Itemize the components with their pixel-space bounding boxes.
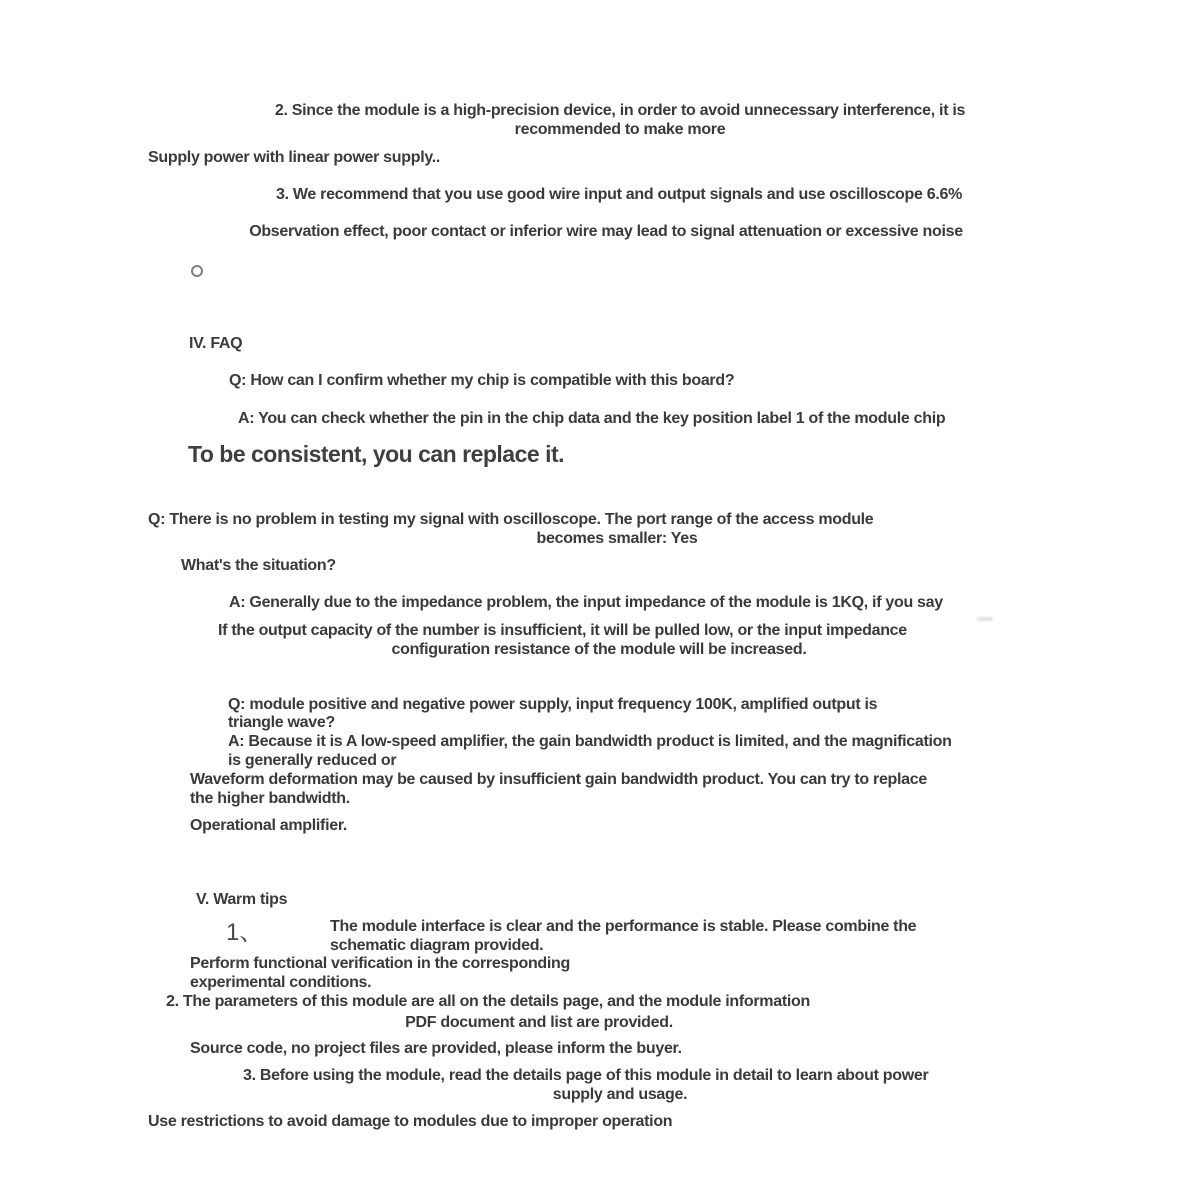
faq-q2-line3: What's the situation? xyxy=(181,557,336,574)
warm-tip2-line2: PDF document and list are provided. xyxy=(405,1014,673,1031)
faq-q1: Q: How can I confirm whether my chip is compatible with this board? xyxy=(229,372,735,389)
warm-tip2-line3: Source code, no project files are provided, please inform the buyer. xyxy=(190,1040,682,1057)
faq-q2-line1: Q: There is no problem in testing my signal with oscilloscope. The port range of the access module xyxy=(148,511,874,528)
tip2-line1: 2. Since the module is a high-precision device, in order to avoid unnecessary interference, it is xyxy=(274,102,966,119)
warm-tip2-line1: 2. The parameters of this module are all on the details page, and the module information xyxy=(166,993,810,1010)
ink-smudge xyxy=(977,617,993,621)
warm-tips-heading: V. Warm tips xyxy=(196,891,288,908)
faq-a3-line3: Waveform deformation may be caused by insufficient gain bandwidth product. You can try to replace xyxy=(190,771,927,788)
faq-a2-line3: configuration resistance of the module will be increased. xyxy=(391,641,807,658)
circle-bullet-icon xyxy=(191,265,203,277)
warm-tip1-line2: schematic diagram provided. xyxy=(330,937,544,954)
faq-a2-line2: If the output capacity of the number is insufficient, it will be pulled low, or the input impedance xyxy=(218,622,907,639)
tip3-line2: Observation effect, poor contact or inferior wire may lead to signal attenuation or excessive noise xyxy=(249,223,963,240)
warm-tip3-line1: 3. Before using the module, read the details page of this module in detail to learn about power xyxy=(243,1067,929,1084)
faq-q3-line2: triangle wave? xyxy=(228,714,335,731)
faq-a1-line1: A: You can check whether the pin in the chip data and the key position label 1 of the module chip xyxy=(238,410,946,427)
faq-heading: IV. FAQ xyxy=(189,335,243,352)
warm-tip1-line4: experimental conditions. xyxy=(190,974,372,991)
faq-q3-line1: Q: module positive and negative power supply, input frequency 100K, amplified output is xyxy=(228,696,878,713)
warm-tip3-line2: supply and usage. xyxy=(552,1086,688,1103)
faq-a1-line2: To be consistent, you can replace it. xyxy=(188,441,565,467)
warm-tip1-line3: Perform functional verification in the corresponding xyxy=(190,955,571,972)
warm-tip3-line3: Use restrictions to avoid damage to modules due to improper operation xyxy=(148,1113,673,1130)
faq-a3-line1: A: Because it is A low-speed amplifier, the gain bandwidth product is limited, and the magnification xyxy=(228,733,952,750)
faq-a3-line2: is generally reduced or xyxy=(228,752,397,769)
faq-q2-line2: becomes smaller: Yes xyxy=(536,530,698,547)
tip2-line2: recommended to make more xyxy=(514,121,726,138)
tip3-line1: 3. We recommend that you use good wire input and output signals and use oscilloscope 6.6% xyxy=(275,186,963,203)
faq-a2-line1: A: Generally due to the impedance problem, the input impedance of the module is 1KQ, if you say xyxy=(229,594,943,611)
warm-tip1-line1: The module interface is clear and the performance is stable. Please combine the xyxy=(330,918,917,935)
tip2-supply-line: Supply power with linear power supply.. xyxy=(148,149,441,166)
warm-tip1-marker: 1、 xyxy=(226,919,264,946)
faq-a3-line5: Operational amplifier. xyxy=(190,817,348,834)
faq-a3-line4: the higher bandwidth. xyxy=(190,790,350,807)
